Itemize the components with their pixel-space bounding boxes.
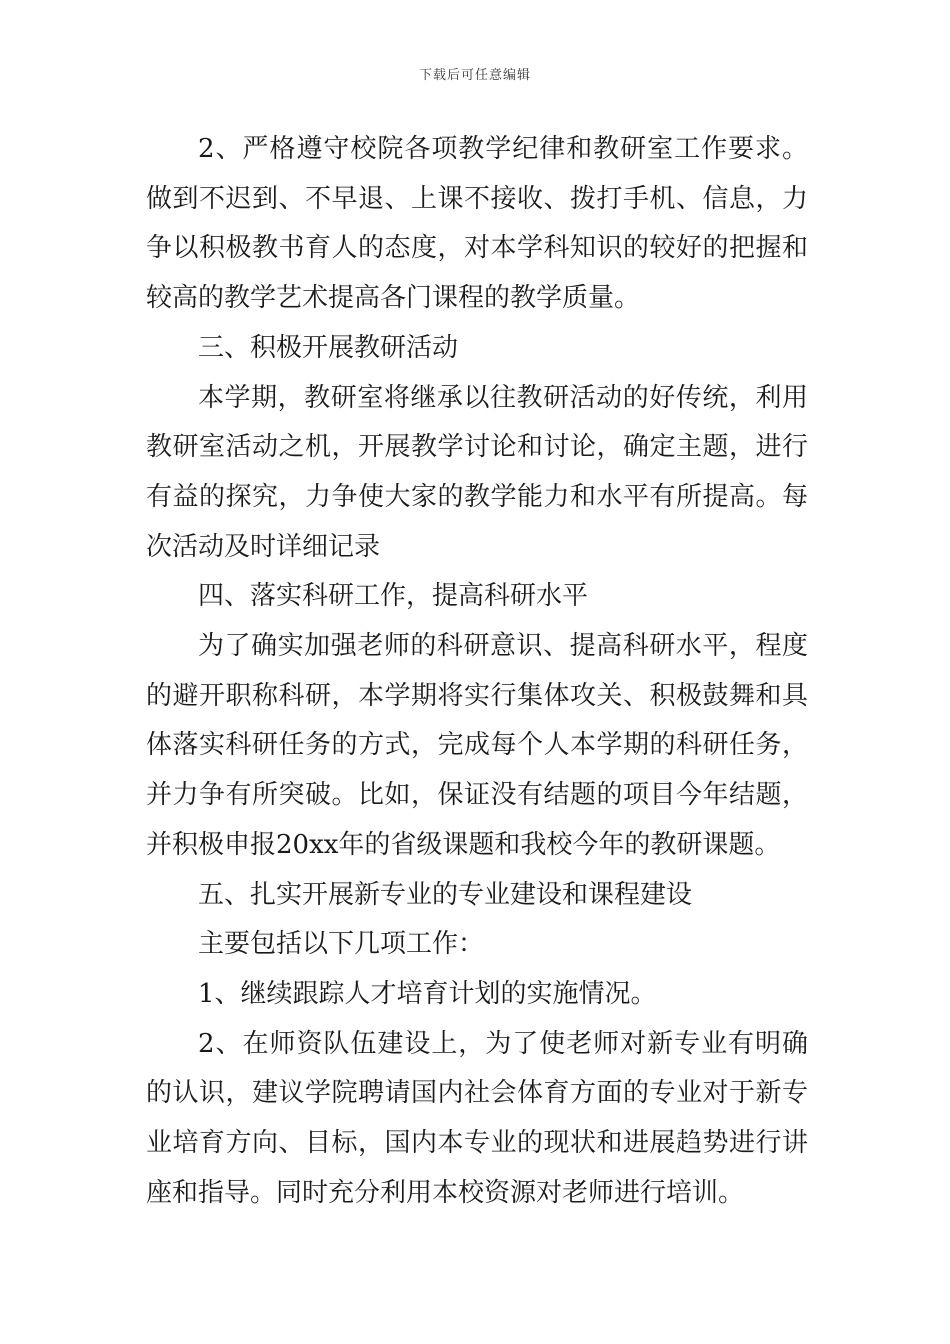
document-body [146, 125, 808, 1218]
section-heading-research-activities: 三、积极开展教研活动 [198, 332, 459, 363]
section-heading-scientific-research: 四、落实科研工作，提高科研水平 [198, 581, 589, 612]
paragraph-scientific-research: 为了确实加强老师的科研意识、提高科研水平，程度的避开职称科研，本学期将实行集体攻关、积极鼓舞和具体落实科研任务的方式，完成每个人本学期的科研任务，并力争有所突破。比如，保证没有结题的项目今年结题，并积极申报20xx年的省级课题和我校今年的教研课题。 [146, 631, 808, 860]
paragraph-research-activities: 本学期，教研室将继承以往教研活动的好传统，利用教研室活动之机，开展教学讨论和讨论，确定主题，进行有益的探究，力争使大家的教学能力和水平有所提高。每次活动及时详细记录 [146, 382, 808, 562]
list-item-training-plan: 1、继续跟踪人才培育计划的实施情况。 [198, 978, 657, 1009]
section-heading-new-major: 五、扎实开展新专业的专业建设和课程建设 [198, 879, 693, 910]
list-item-faculty-building: 2、在师资队伍建设上，为了使老师对新专业有明确的认识，建议学院聘请国内社会体育方面的专业对于新专业培育方向、目标，国内本专业的现状和进展趋势进行讲座和指导。同时充分利用本校资源对老师进行培训。 [146, 1028, 808, 1208]
paragraph-work-intro: 主要包括以下几项工作： [198, 929, 485, 960]
page-header: 下载后可任意编辑 [418, 68, 531, 83]
paragraph-discipline: 2、严格遵守校院各项教学纪律和教研室工作要求。做到不迟到、不早退、上课不接收、拨打手机、信息，力争以积极教书育人的态度，对本学科知识的较好的把握和较高的教学艺术提高各门课程的教学质量。 [146, 134, 808, 314]
